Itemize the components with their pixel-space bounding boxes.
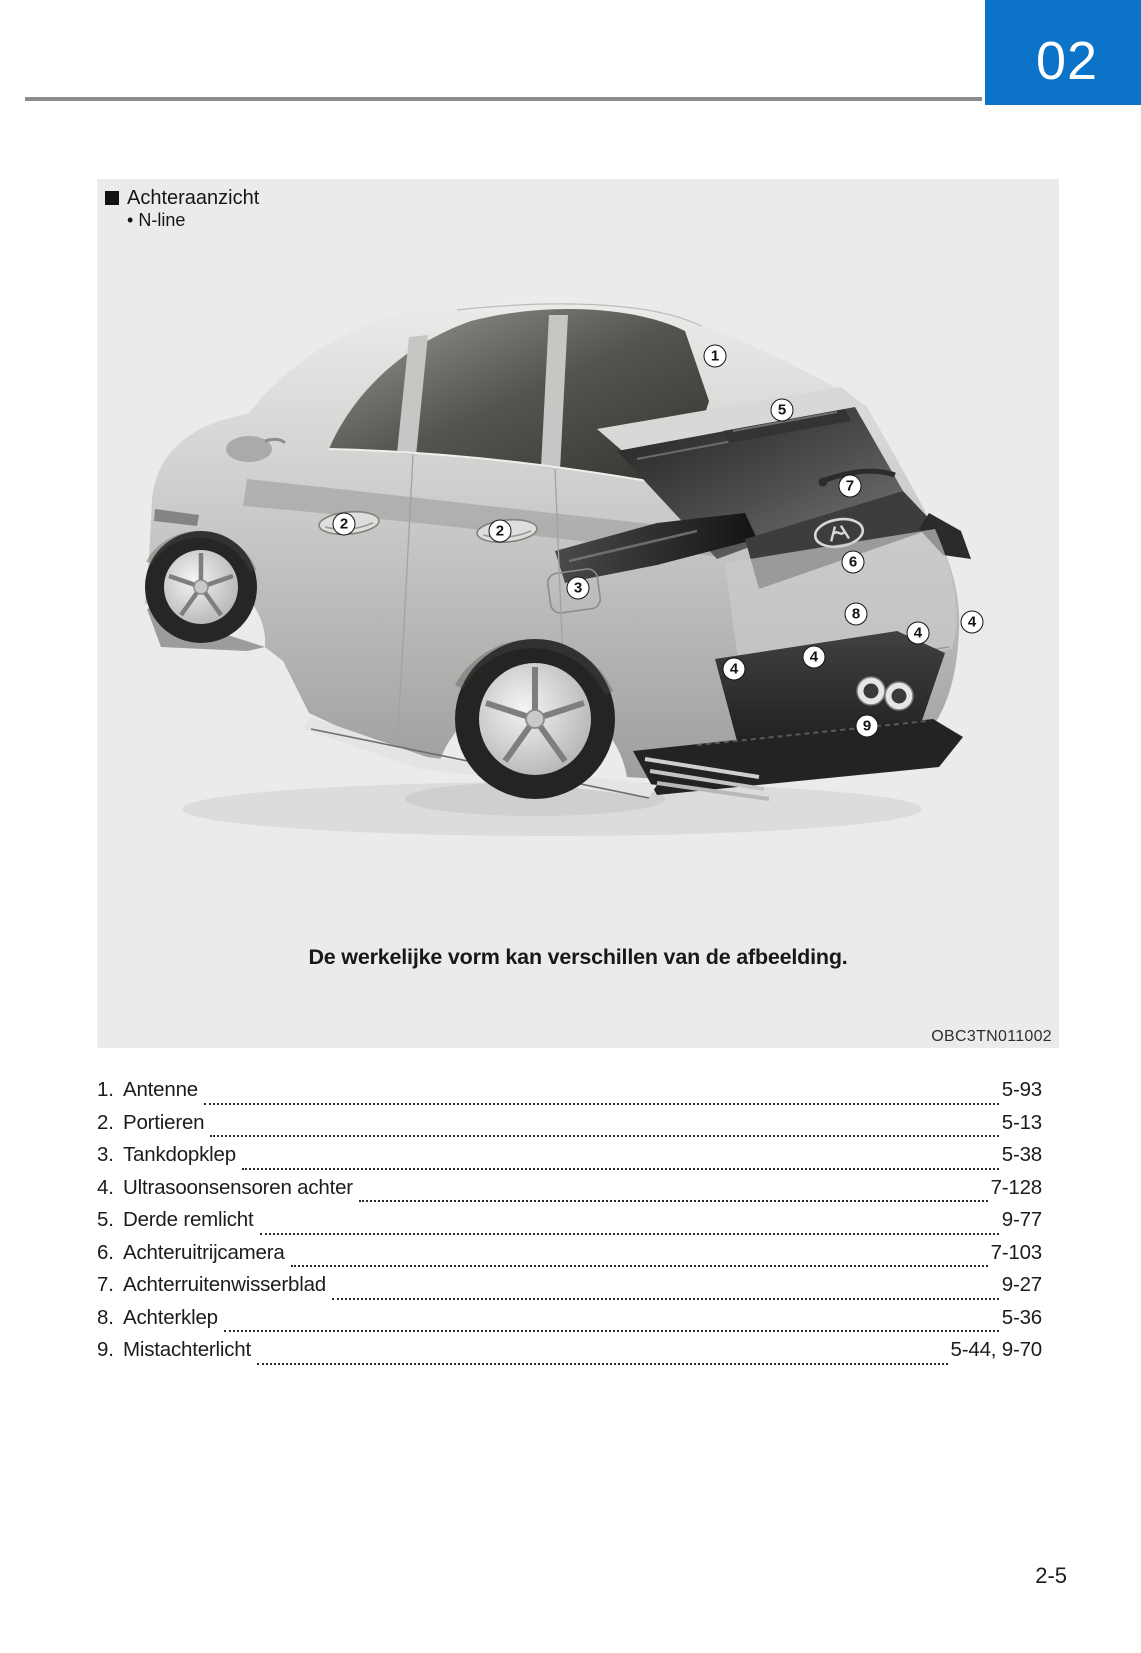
callout-3: 3 bbox=[567, 577, 590, 600]
callout-1: 1 bbox=[703, 345, 726, 368]
dotted-leader bbox=[210, 1135, 998, 1137]
legend-row bbox=[97, 1273, 1042, 1306]
legend-item-label: Antenne bbox=[123, 1078, 198, 1101]
callout-5: 5 bbox=[771, 398, 794, 421]
legend-item-pageref: 9-27 bbox=[1001, 1273, 1042, 1296]
header-rule bbox=[25, 97, 982, 101]
dotted-leader bbox=[359, 1200, 988, 1202]
callout-6: 6 bbox=[842, 550, 865, 573]
callout-2: 2 bbox=[333, 512, 356, 535]
legend-item-label: Derde remlicht bbox=[123, 1208, 254, 1231]
figure-panel bbox=[97, 179, 1059, 1048]
legend-row bbox=[97, 1078, 1042, 1111]
dotted-leader bbox=[260, 1233, 999, 1235]
page-number: 2-5 bbox=[1035, 1563, 1067, 1588]
dotted-leader bbox=[332, 1298, 999, 1300]
callout-4: 4 bbox=[802, 646, 825, 669]
legend-row bbox=[97, 1208, 1042, 1241]
legend-item-number: 9. bbox=[97, 1338, 114, 1361]
legend-item-label: Portieren bbox=[123, 1110, 205, 1134]
callout-4: 4 bbox=[723, 658, 746, 681]
legend-item-number: 3. bbox=[97, 1143, 114, 1166]
legend-row bbox=[97, 1338, 1042, 1371]
legend-item-number: 5. bbox=[97, 1208, 114, 1231]
legend-item-label: Achteruitrijcamera bbox=[123, 1240, 285, 1264]
legend-item-number: 4. bbox=[97, 1175, 114, 1199]
chapter-tab bbox=[985, 0, 1141, 105]
legend-item-pageref: 5-13 bbox=[1001, 1110, 1042, 1134]
legend-item-pageref: 5-36 bbox=[1001, 1305, 1042, 1329]
legend-row bbox=[97, 1306, 1042, 1339]
legend-row bbox=[97, 1176, 1042, 1209]
dotted-leader bbox=[224, 1330, 999, 1332]
legend-item-number: 8. bbox=[97, 1305, 114, 1329]
legend-item-label: Achterklep bbox=[123, 1305, 218, 1329]
legend-item-pageref: 7-103 bbox=[990, 1240, 1042, 1264]
legend-item-number: 1. bbox=[97, 1078, 114, 1101]
figure-image-code: OBC3TN011002 bbox=[931, 1028, 1052, 1045]
figure-subheading-label: N-line bbox=[138, 210, 186, 230]
legend-item-label: Ultrasoonsensoren achter bbox=[123, 1175, 353, 1199]
callout-9: 9 bbox=[855, 715, 878, 738]
bullet-marker-icon: • bbox=[127, 210, 134, 230]
callout-8: 8 bbox=[845, 603, 868, 626]
callout-4: 4 bbox=[961, 611, 984, 634]
legend-item-number: 2. bbox=[97, 1110, 114, 1134]
legend-item-pageref: 5-44, 9-70 bbox=[950, 1338, 1042, 1361]
legend-row bbox=[97, 1241, 1042, 1274]
legend-item-label: Achterruitenwisserblad bbox=[123, 1273, 326, 1296]
dotted-leader bbox=[291, 1265, 988, 1267]
figure-disclaimer: De werkelijke vorm kan verschillen van de afbeelding. bbox=[308, 945, 848, 969]
legend-item-number: 6. bbox=[97, 1240, 114, 1264]
callout-4: 4 bbox=[906, 621, 929, 644]
legend-item-label: Mistachterlicht bbox=[123, 1338, 252, 1361]
legend-item-number: 7. bbox=[97, 1273, 114, 1296]
dotted-leader bbox=[242, 1168, 999, 1170]
legend-item-pageref: 7-128 bbox=[990, 1175, 1042, 1199]
callout-7: 7 bbox=[838, 475, 861, 498]
dotted-leader bbox=[257, 1363, 948, 1365]
legend-item-pageref: 9-77 bbox=[1001, 1208, 1042, 1231]
callout-2: 2 bbox=[488, 520, 511, 543]
legend-item-pageref: 5-38 bbox=[1001, 1143, 1042, 1166]
dotted-leader bbox=[204, 1103, 999, 1105]
legend-item-label: Tankdopklep bbox=[123, 1143, 236, 1166]
chapter-number: 02 bbox=[1035, 30, 1099, 91]
callouts-layer bbox=[97, 179, 1059, 1048]
legend-row bbox=[97, 1143, 1042, 1176]
legend-item-pageref: 5-93 bbox=[1001, 1078, 1042, 1101]
figure-heading-label: Achteraanzicht bbox=[127, 187, 260, 209]
legend-row bbox=[97, 1111, 1042, 1144]
legend-list bbox=[97, 1078, 1042, 1371]
